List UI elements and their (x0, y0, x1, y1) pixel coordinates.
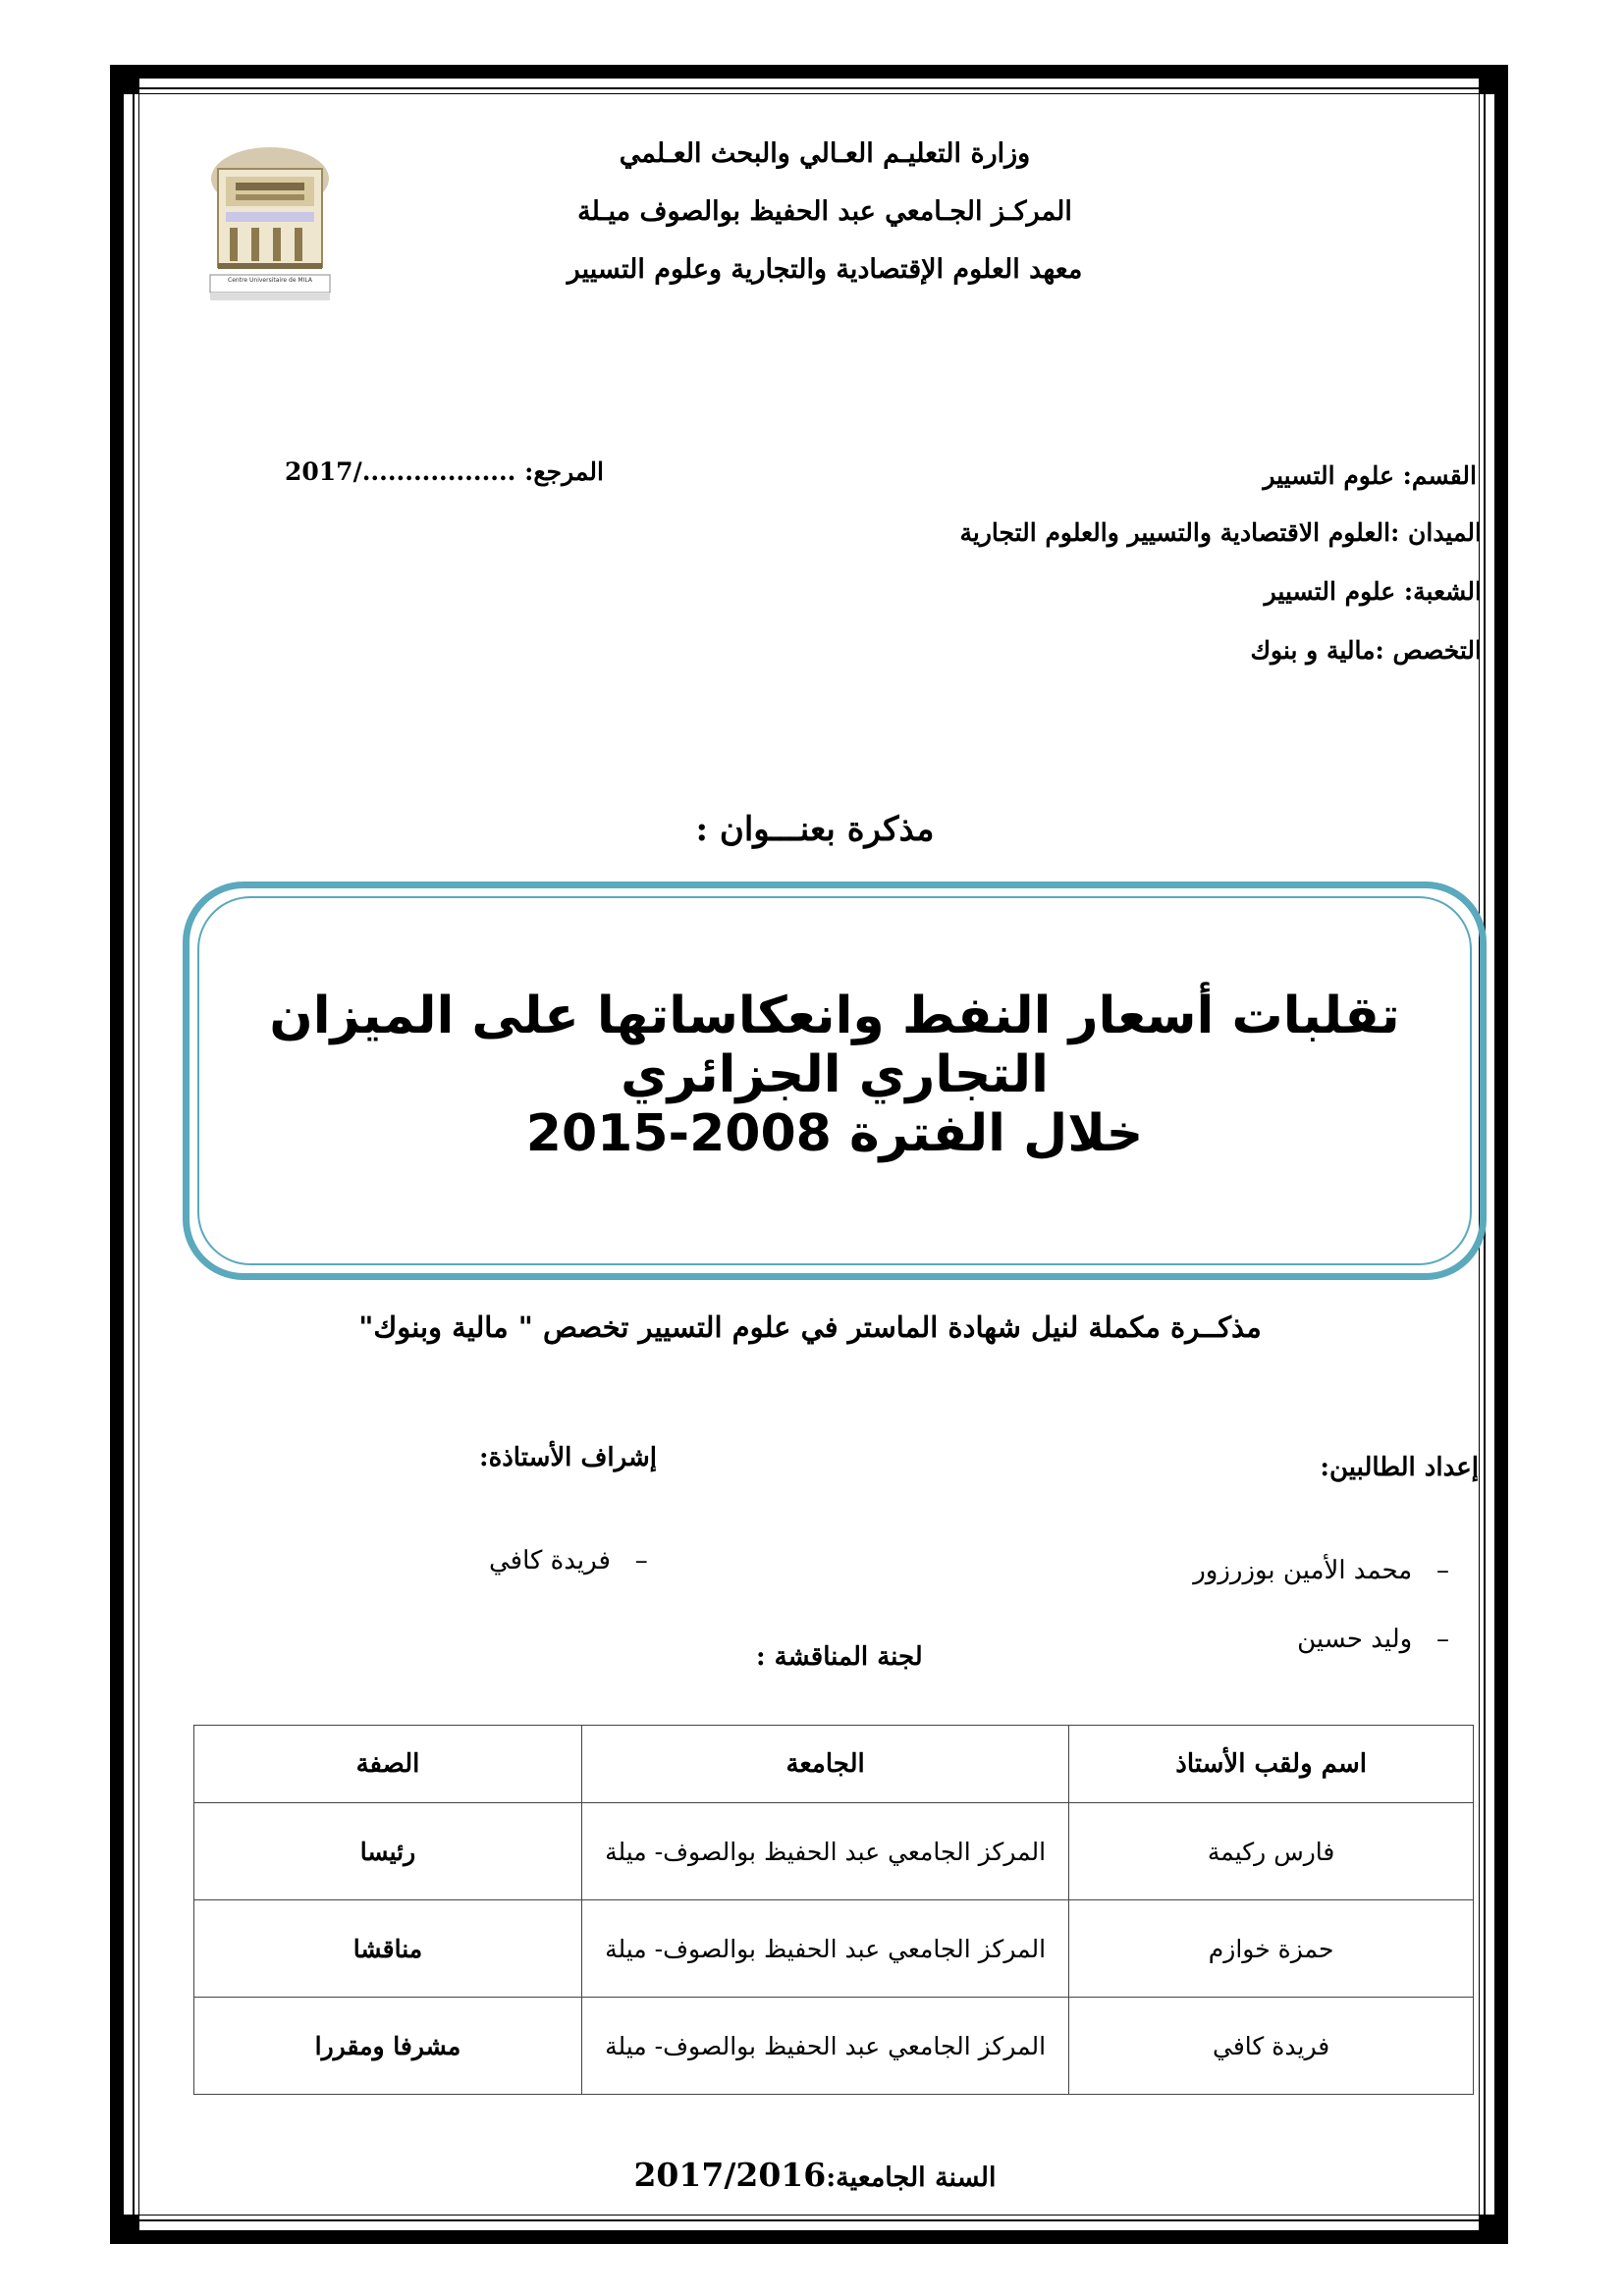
table-row (194, 1998, 1474, 2095)
list-dash: – (1412, 1625, 1449, 1654)
thesis-title-line-1: تقلبات أسعار النفط وانعكاساتها على الميزان التجاري الجزائري (269, 987, 1400, 1104)
header-role: الصفة (194, 1726, 582, 1803)
reference-value: ................../2017 (285, 457, 516, 486)
professor-university: المركز الجامعي عبد الحفيظ بوالصوف- ميلة (581, 1900, 1068, 1998)
professor-role: رئيسا (194, 1803, 582, 1900)
professor-role: مناقشا (194, 1900, 582, 1998)
academic-year (609, 2156, 1021, 2194)
table-row (194, 1803, 1474, 1900)
student-1 (1193, 1556, 1449, 1585)
university-center-name: المركـز الجـامعي عبد الحفيظ بوالصوف ميـلة (577, 196, 1072, 227)
reference-label: المرجع: (524, 457, 604, 486)
committee-table (193, 1725, 1474, 2095)
list-dash: – (610, 1546, 648, 1575)
specialty-line: التخصص :مالية و بنوك (1250, 636, 1482, 665)
professor-name: حمزة خوازم (1069, 1900, 1474, 1998)
university-logo (196, 139, 344, 306)
ministry-name: وزارة التعليـم العـالي والبحث العـلمي (619, 138, 1031, 169)
professor-role: مشرفا ومقررا (194, 1998, 582, 2095)
frame-corner-top-right (1479, 65, 1508, 94)
frame-corner-bottom-left (110, 2215, 139, 2244)
student-2-name: وليد حسين (1297, 1625, 1413, 1654)
professor-university: المركز الجامعي عبد الحفيظ بوالصوف- ميلة (581, 1998, 1068, 2095)
thesis-title-line-2: خلال الفترة 2008-2015 (525, 1104, 1144, 1163)
frame-corner-bottom-right (1479, 2215, 1508, 2244)
professor-name: فريدة كافي (1069, 1998, 1474, 2095)
students-label: إعداد الطالبين: (1320, 1453, 1479, 1482)
committee-label: لجنة المناقشة : (756, 1642, 923, 1672)
academic-year-value: 2017/2016 (633, 2156, 827, 2194)
academic-year-label: السنة الجامعية: (826, 2163, 997, 2193)
memo-heading: مذكرة بعنـــوان : (695, 810, 935, 849)
student-1-name: محمد الأمين بوزرزور (1193, 1556, 1413, 1585)
institute-name: معهد العلوم الإقتصادية والتجارية وعلوم التسيير (567, 254, 1083, 285)
supervisor (489, 1546, 648, 1575)
supervisor-name: فريدة كافي (489, 1546, 611, 1575)
reference-field (285, 457, 604, 486)
professor-university: المركز الجامعي عبد الحفيظ بوالصوف- ميلة (581, 1803, 1068, 1900)
field-line: الميدان :العلوم الاقتصادية والتسيير والعلوم التجارية (959, 518, 1482, 547)
committee-table-header-row (194, 1726, 1474, 1803)
frame-corner-top-left (110, 65, 139, 94)
list-dash: – (1412, 1556, 1449, 1585)
student-2 (1297, 1625, 1449, 1654)
professor-name: فارس ركيمة (1069, 1803, 1474, 1900)
header-professor-name: اسم ولقب الأستاذ (1069, 1726, 1474, 1803)
logo-caption: Centre Universitaire de MILA (228, 277, 312, 284)
header-university: الجامعة (581, 1726, 1068, 1803)
branch-line: الشعبة: علوم التسيير (1264, 577, 1482, 606)
memo-subtitle: مذكــرة مكملة لنيل شهادة الماستر في علوم التسيير تخصص " مالية وبنوك" (358, 1310, 1262, 1344)
department-line: القسم: علوم التسيير (1263, 461, 1477, 490)
table-row (194, 1900, 1474, 1998)
supervisor-label: إشراف الأستاذة: (479, 1443, 657, 1472)
